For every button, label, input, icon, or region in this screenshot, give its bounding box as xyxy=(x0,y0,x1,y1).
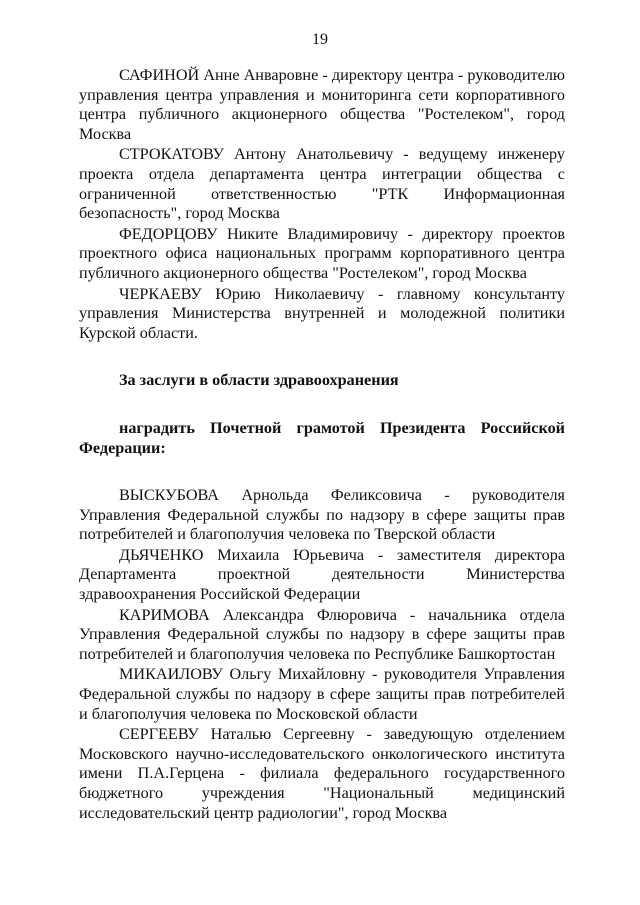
spacer xyxy=(79,458,565,486)
awardee-entry: ДЬЯЧЕНКО Михаила Юрьевича - заместителя директора Департамента проектной деятельности Министерства здравоохранения Российской Федерации xyxy=(79,545,565,604)
document-body xyxy=(79,66,565,823)
awardee-entry: СЕРГЕЕВУ Наталью Сергеевну - заведующую отделением Московского научно-исследовательского онкологического института имени П.А.Герцена - филиала федерального государственного бюджетного учреждения "Национальный медицинский исследовательский центр радиологии", город Москва xyxy=(79,725,565,822)
awardee-entry: ФЕДОРЦОВУ Никите Владимировичу - директору проектов проектного офиса национальных программ корпоративного центра публичного акционерного общества "Ростелеком", город Москва xyxy=(79,224,565,282)
awardee-entry: КАРИМОВА Александра Флюровича - начальника отдела Управления Федеральной службы по надзору в сфере защиты прав потребителей и благополучия человека по Республике Башкортостан xyxy=(79,605,565,663)
page-number: 19 xyxy=(312,31,328,48)
awardee-entry: ВЫСКУБОВА Арнольда Феликсовича - руководителя Управления Федеральной службы по надзору в сфере защиты прав потребителей и благополучия человека по Тверской области xyxy=(79,486,565,544)
section-heading: За заслуги в области здравоохранения xyxy=(119,371,399,390)
awardee-entry: МИКАИЛОВУ Ольгу Михайловну - руководителя Управления Федеральной службы по надзору в сфере защиты прав потребителей и благополучия человека по Московской области xyxy=(79,665,565,723)
award-statement: наградить Почетной грамотой Президента Российской Федерации: xyxy=(79,418,565,457)
awardee-entry: САФИНОЙ Анне Анваровне - директору центра - руководителю управления центра управления и мониторинга сети корпоративного центра публичного акционерного общества "Ростелеком", город Москва xyxy=(79,66,565,143)
awardee-entry: СТРОКАТОВУ Антону Анатольевичу - ведущему инженеру проекта отдела департамента центра интеграции общества с ограниченной ответственностью "РТК Информационная безопасность", город Москва xyxy=(79,145,565,223)
awardee-entry: ЧЕРКАЕВУ Юрию Николаевичу - главному консультанту управления Министерства внутренней и молодежной политики Курской области. xyxy=(79,284,565,342)
